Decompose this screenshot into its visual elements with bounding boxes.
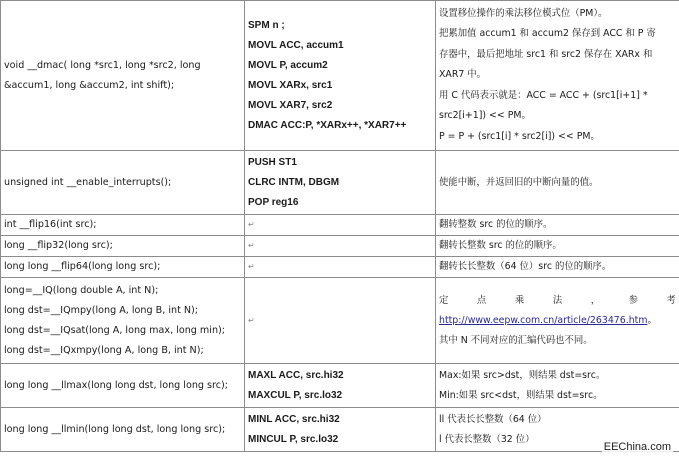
- assembly-cell: [245, 278, 436, 364]
- spread-char: 乘: [514, 294, 525, 306]
- signature-line: long dst=__IQsat(long A, long max, long min);: [4, 324, 225, 336]
- assembly-cell: [245, 236, 436, 257]
- function-signature-cell: [1, 236, 245, 257]
- description-cell: [436, 236, 679, 257]
- asm-line: MOVL XARx, src1: [248, 79, 333, 91]
- description-cell: [436, 1, 679, 151]
- site-watermark: EEChina.com: [603, 441, 671, 453]
- description-line: ll 代表长长整数（64 位）: [439, 413, 547, 425]
- table-row: [1, 1, 679, 151]
- asm-line: MOVL XAR7, src2: [248, 99, 333, 111]
- return-mark: ↵: [248, 262, 255, 271]
- assembly-cell: [245, 215, 436, 236]
- return-mark: ↵: [248, 220, 255, 229]
- asm-line: DMAC ACC:P, *XARx++, *XAR7++: [248, 119, 407, 131]
- reference-tail: 。: [647, 314, 657, 326]
- description-cell: [436, 215, 679, 236]
- asm-line: PUSH ST1: [248, 156, 297, 168]
- assembly-cell: [245, 151, 436, 215]
- return-mark: ↵: [248, 315, 255, 325]
- signature-line: unsigned int __enable_interrupts();: [4, 176, 172, 188]
- signature-line: int __flip16(int src);: [4, 219, 97, 230]
- description-line: 设置移位操作的乘法移位模式位（PM）。: [439, 7, 608, 19]
- description-line: 其中 N 不同对应的汇编代码也不同。: [439, 334, 593, 346]
- table-row: [1, 215, 679, 236]
- description-line: P = P + (src1[i] * src2[i]) << PM。: [439, 130, 600, 142]
- function-signature-cell: [1, 257, 245, 278]
- function-signature-cell: [1, 151, 245, 215]
- table-row: [1, 408, 679, 452]
- description-line: 翻转长整数 src 的位的顺序。: [439, 240, 562, 251]
- description-line: 用 C 代码表示就是：ACC = ACC + (src1[i+1] *: [439, 89, 648, 101]
- function-signature-cell: [1, 215, 245, 236]
- asm-line: CLRC INTM, DBGM: [248, 176, 340, 188]
- function-signature-cell: [1, 278, 245, 364]
- asm-line: MOVL P, accum2: [248, 59, 328, 71]
- asm-line: MINL ACC, src.hi32: [248, 413, 340, 425]
- description-line: l 代表长整数（32 位）: [439, 433, 535, 445]
- function-signature-cell: [1, 408, 245, 452]
- signature-line: long dst=__IQxmpy(long A, long B, int N);: [4, 344, 204, 356]
- spread-char: 考: [666, 294, 676, 306]
- spread-char: ，: [590, 294, 601, 306]
- table-row: [1, 364, 679, 408]
- assembly-cell: [245, 257, 436, 278]
- spread-char: 法: [552, 294, 563, 306]
- table-row: [1, 151, 679, 215]
- description-cell: [436, 364, 679, 408]
- description-line: 把累加值 accum1 和 accum2 保存到 ACC 和 P 寄: [439, 28, 656, 40]
- signature-line: &accum1, long &accum2, int shift);: [4, 79, 175, 91]
- reference-link[interactable]: http://www.eepw.com.cn/article/263476.htm: [439, 314, 648, 326]
- description-cell: [436, 257, 679, 278]
- assembly-cell: [245, 408, 436, 452]
- asm-line: MAXL ACC, src.hi32: [248, 369, 344, 381]
- asm-line: SPM n ;: [248, 19, 285, 31]
- description-line: 翻转整数 src 的位的顺序。: [439, 219, 553, 230]
- description-line: src2[i+1]) << PM。: [439, 110, 531, 122]
- return-mark: ↵: [248, 241, 255, 250]
- description-line: Max:如果 src>dst，则结果 dst=src。: [439, 369, 606, 381]
- signature-line: long __flip32(long src);: [4, 240, 113, 251]
- description-line: 存器中，最后把地址 src1 和 src2 保存在 XARx 和: [439, 48, 653, 60]
- table-row: [1, 257, 679, 278]
- table-row: [1, 278, 679, 364]
- signature-line: long dst=__IQmpy(long A, long B, int N);: [4, 304, 199, 316]
- spread-char: 定: [439, 294, 449, 306]
- spread-heading: [439, 291, 676, 311]
- asm-line: POP reg16: [248, 196, 299, 208]
- asm-line: MINCUL P, src.lo32: [248, 433, 339, 445]
- table-row: [1, 236, 679, 257]
- reference-line: [439, 311, 676, 331]
- signature-line: long long __llmax(long long dst, long long src);: [4, 379, 229, 391]
- signature-line: long long __llmin(long long dst, long long src);: [4, 423, 226, 435]
- description-cell: [436, 151, 679, 215]
- description-line: 翻转长长整数（64 位）src 的位的顺序。: [439, 261, 612, 272]
- function-signature-cell: [1, 364, 245, 408]
- description-cell: [436, 278, 679, 364]
- signature-line: void __dmac( long *src1, long *src2, long: [4, 59, 201, 71]
- asm-line: MOVL ACC, accum1: [248, 39, 344, 51]
- description-line: XAR7 中。: [439, 69, 487, 81]
- spread-char: 参: [628, 294, 638, 306]
- description-line: Min:如果 src<dst，则结果 dst=src。: [439, 389, 603, 401]
- signature-line: long=__IQ(long double A, int N);: [4, 284, 159, 296]
- asm-line: MAXCUL P, src.lo32: [248, 389, 343, 401]
- spread-char: 点: [476, 294, 487, 306]
- assembly-cell: [245, 364, 436, 408]
- description-line: 使能中断，并返回旧的中断向量的值。: [439, 176, 599, 188]
- signature-line: long long __flip64(long long src);: [4, 261, 161, 272]
- assembly-cell: [245, 1, 436, 151]
- function-signature-cell: [1, 1, 245, 151]
